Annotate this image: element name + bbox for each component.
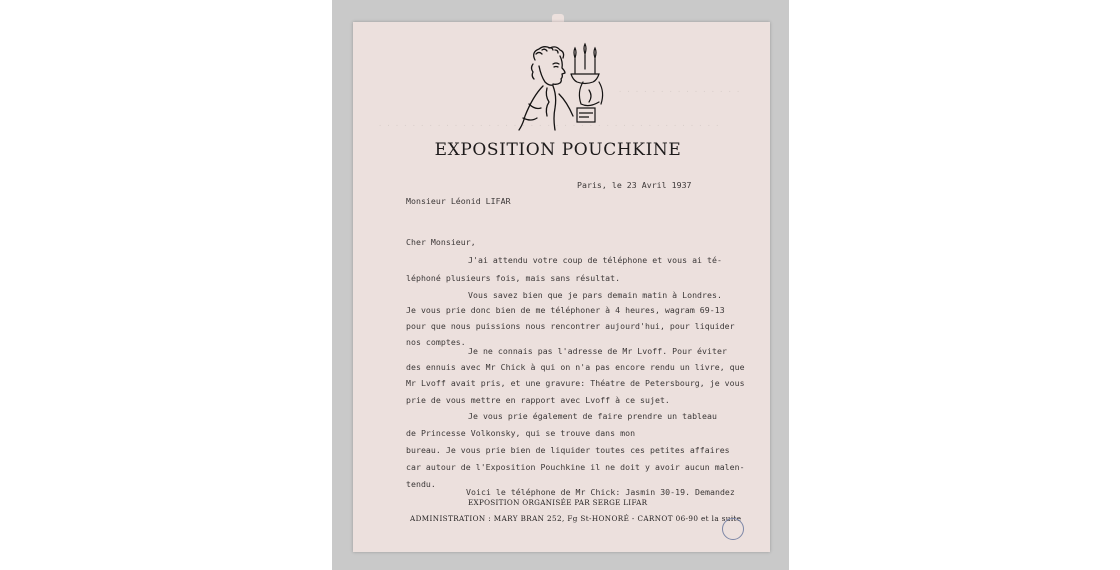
letter-line: J'ai attendu votre coup de téléphone et vous ai té- [468,255,722,265]
letter-line: Mr Lvoff avait pris, et une gravure: Théatre de Petersbourg, je vous [406,378,745,388]
letter-line: Voici le téléphone de Mr Chick: Jasmin 30-19. Demandez [466,487,735,497]
letter-line: car autour de l'Exposition Pouchkine il ne doit y avoir aucun malen- [406,462,745,472]
letter-line: pour que nous puissions nous rencontrer aujourd'hui, pour liquider [406,321,735,331]
letter-line: léphoné plusieurs fois, mais sans résultat. [406,273,621,283]
letter-line: nos comptes. [406,337,466,347]
pushkin-portrait-illustration [509,42,613,132]
letter-line: bureau. Je vous prie bien de liquider toutes ces petites affaires [406,445,730,455]
letterhead-organizer: EXPOSITION ORGANISÉE PAR SERGE LIFAR [468,498,648,507]
letter-line: de Princesse Volkonsky, qui se trouve dans mon [406,428,636,438]
letterhead-title: EXPOSITION POUCHKINE [434,140,682,160]
archive-stamp [722,518,744,540]
bleed-through-text: · · · · · · · · · · · · · · · [618,88,741,96]
letter-recipient: Monsieur Léonid LIFAR [406,196,511,206]
letterhead-administration: ADMINISTRATION : MARY BRAN 252, Fg St-HONORÉ - CARNOT 06-90 et la suite [410,514,742,523]
letter-line: Je vous prie donc bien de me téléphoner à 4 heures, wagram 69-13 [406,305,725,315]
letter-salutation: Cher Monsieur, [406,237,476,247]
bleed-through-text: · · · · · · · · · · · · · · · · · · · · · · · · · · · · · · · · · · · · · · · · · [378,122,720,130]
letter-line: Vous savez bien que je pars demain matin à Londres. [468,290,722,300]
letter-date: Paris, le 23 Avril 1937 [577,180,692,190]
letter-line: Je ne connais pas l'adresse de Mr Lvoff. Pour éviter [468,346,727,356]
letter-line: des ennuis avec Mr Chick à qui on n'a pas encore rendu un livre, que [406,362,745,372]
letter-line: tendu. [406,479,436,489]
letter-line: Je vous prie également de faire prendre un tableau [468,411,717,421]
letter-line: prie de vous mettre en rapport avec Lvoff à ce sujet. [406,395,670,405]
